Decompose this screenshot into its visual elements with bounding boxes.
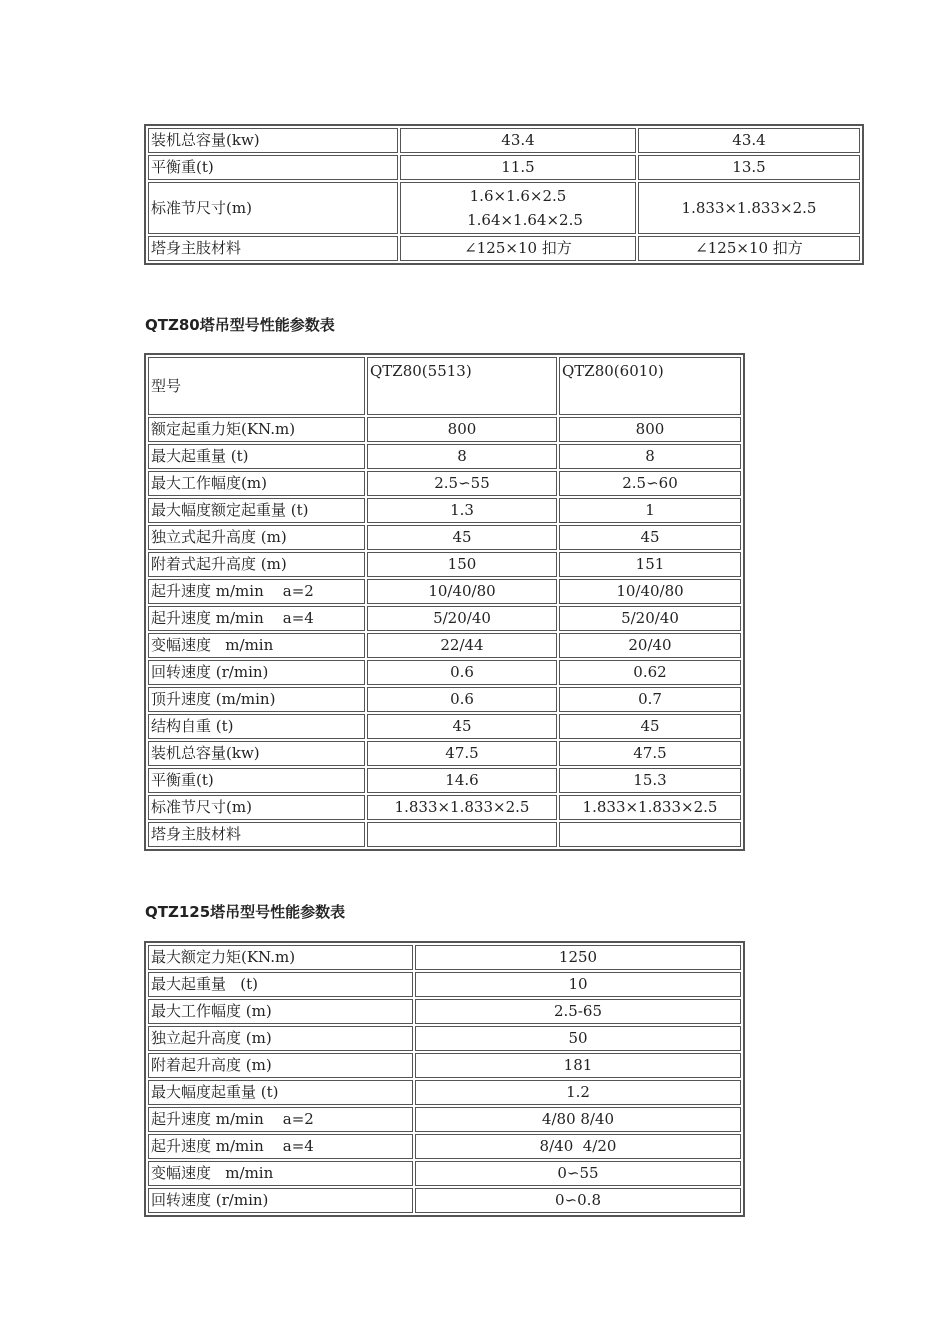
cell-value: 50 <box>415 1026 741 1051</box>
table-row <box>148 1134 741 1159</box>
cell-value: 15.3 <box>559 768 741 793</box>
table-row <box>148 498 741 523</box>
header-label: 型号 <box>148 357 365 415</box>
table-row <box>148 236 860 261</box>
row-label: 起升速度 m/min a=4 <box>148 606 365 631</box>
cell-value: 0∽0.8 <box>415 1188 741 1213</box>
row-label: 最大幅度起重量 (t) <box>148 1080 413 1105</box>
table-row <box>148 128 860 153</box>
row-label: 最大工作幅度(m) <box>148 471 365 496</box>
cell-value: 1.3 <box>367 498 557 523</box>
table-row <box>148 633 741 658</box>
cell-value: 2.5∽55 <box>367 471 557 496</box>
table-row <box>148 155 860 180</box>
section-title-qtz125: QTZ125塔吊型号性能参数表 <box>145 903 346 921</box>
table-row <box>148 1161 741 1186</box>
row-label: 变幅速度 m/min <box>148 633 365 658</box>
row-label: 最大额定力矩(KN.m) <box>148 945 413 970</box>
row-label: 起升速度 m/min a=4 <box>148 1134 413 1159</box>
table-row <box>148 444 741 469</box>
qtz125-table-body <box>148 945 741 1213</box>
cell-value: 150 <box>367 552 557 577</box>
table-row <box>148 1188 741 1213</box>
row-label: 额定起重力矩(KN.m) <box>148 417 365 442</box>
table-row <box>148 972 741 997</box>
section-title-qtz80: QTZ80塔吊型号性能参数表 <box>145 316 335 334</box>
cell-value: 4/80 8/40 <box>415 1107 741 1132</box>
cell-value: 181 <box>415 1053 741 1078</box>
header-model-2: QTZ80(6010) <box>559 357 741 415</box>
cell-value: 45 <box>559 525 741 550</box>
cell-value: 8/40 4/20 <box>415 1134 741 1159</box>
cell-value: 43.4 <box>400 128 636 153</box>
cell-value: ∠125×10 扣方 <box>638 236 860 261</box>
cell-value: 0.6 <box>367 660 557 685</box>
cell-value: 0.6 <box>367 687 557 712</box>
row-label: 变幅速度 m/min <box>148 1161 413 1186</box>
table-row <box>148 741 741 766</box>
cell-value <box>367 822 557 847</box>
cell-value: 45 <box>559 714 741 739</box>
table-row <box>148 471 741 496</box>
row-label: 顶升速度 (m/min) <box>148 687 365 712</box>
cell-line: 1.6×1.6×2.5 <box>469 187 567 205</box>
cell-value: 47.5 <box>367 741 557 766</box>
cell-value: 1250 <box>415 945 741 970</box>
cell-value: 1.833×1.833×2.5 <box>559 795 741 820</box>
cell-value: 10/40/80 <box>367 579 557 604</box>
table-row <box>148 945 741 970</box>
cell-value: ∠125×10 扣方 <box>400 236 636 261</box>
row-label: 装机总容量(kw) <box>148 128 398 153</box>
row-label: 最大起重量 (t) <box>148 972 413 997</box>
cell-value: 1 <box>559 498 741 523</box>
cell-value: 20/40 <box>559 633 741 658</box>
cell-value: 151 <box>559 552 741 577</box>
cell-value: 800 <box>367 417 557 442</box>
cell-value: 2.5-65 <box>415 999 741 1024</box>
row-label: 平衡重(t) <box>148 155 398 180</box>
cell-value: 5/20/40 <box>367 606 557 631</box>
table-row <box>148 1053 741 1078</box>
cell-value: 22/44 <box>367 633 557 658</box>
row-label: 起升速度 m/min a=2 <box>148 579 365 604</box>
qtz125-params-table <box>144 941 745 1217</box>
table-row <box>148 768 741 793</box>
row-label: 平衡重(t) <box>148 768 365 793</box>
cell-value: 47.5 <box>559 741 741 766</box>
row-label: 附着起升高度 (m) <box>148 1053 413 1078</box>
row-label: 最大工作幅度 (m) <box>148 999 413 1024</box>
cell-value: 0.62 <box>559 660 741 685</box>
row-label: 标准节尺寸(m) <box>148 182 398 234</box>
table-row <box>148 579 741 604</box>
cell-value: 8 <box>367 444 557 469</box>
cell-value <box>400 182 636 234</box>
cell-value: 14.6 <box>367 768 557 793</box>
row-label: 回转速度 (r/min) <box>148 660 365 685</box>
cell-value: 43.4 <box>638 128 860 153</box>
row-label: 独立起升高度 (m) <box>148 1026 413 1051</box>
cell-value <box>559 822 741 847</box>
cell-value: 13.5 <box>638 155 860 180</box>
cell-value: 10 <box>415 972 741 997</box>
cell-value: 1.833×1.833×2.5 <box>367 795 557 820</box>
table-row <box>148 1080 741 1105</box>
cell-value: 800 <box>559 417 741 442</box>
cell-value: 5/20/40 <box>559 606 741 631</box>
table-row <box>148 660 741 685</box>
row-label: 最大起重量 (t) <box>148 444 365 469</box>
table-row <box>148 182 860 234</box>
table-header-row <box>148 357 741 415</box>
cell-value: 0.7 <box>559 687 741 712</box>
cell-value: 8 <box>559 444 741 469</box>
table-row <box>148 714 741 739</box>
table-row <box>148 999 741 1024</box>
table-row <box>148 822 741 847</box>
row-label: 标准节尺寸(m) <box>148 795 365 820</box>
cell-value: 10/40/80 <box>559 579 741 604</box>
row-label: 结构自重 (t) <box>148 714 365 739</box>
cell-value: 1.2 <box>415 1080 741 1105</box>
table-row <box>148 606 741 631</box>
cell-value: 11.5 <box>400 155 636 180</box>
table-row <box>148 552 741 577</box>
cell-value: 45 <box>367 525 557 550</box>
row-label: 最大幅度额定起重量 (t) <box>148 498 365 523</box>
table-row <box>148 1026 741 1051</box>
row-label: 起升速度 m/min a=2 <box>148 1107 413 1132</box>
table-row <box>148 417 741 442</box>
row-label: 回转速度 (r/min) <box>148 1188 413 1213</box>
row-label: 附着式起升高度 (m) <box>148 552 365 577</box>
row-label: 独立式起升高度 (m) <box>148 525 365 550</box>
table-row <box>148 687 741 712</box>
row-label: 装机总容量(kw) <box>148 741 365 766</box>
row-label: 塔身主肢材料 <box>148 822 365 847</box>
cell-value: 45 <box>367 714 557 739</box>
qtz80-params-table <box>144 353 745 851</box>
table-row <box>148 525 741 550</box>
cell-value: 1.833×1.833×2.5 <box>638 182 860 234</box>
qtz80-table-body <box>148 417 741 847</box>
row-label: 塔身主肢材料 <box>148 236 398 261</box>
table-row <box>148 1107 741 1132</box>
header-model-1: QTZ80(5513) <box>367 357 557 415</box>
cell-line: 1.64×1.64×2.5 <box>467 211 583 229</box>
table-row <box>148 795 741 820</box>
cell-value: 2.5∽60 <box>559 471 741 496</box>
params-table-continued <box>144 124 864 265</box>
cell-value: 0∽55 <box>415 1161 741 1186</box>
